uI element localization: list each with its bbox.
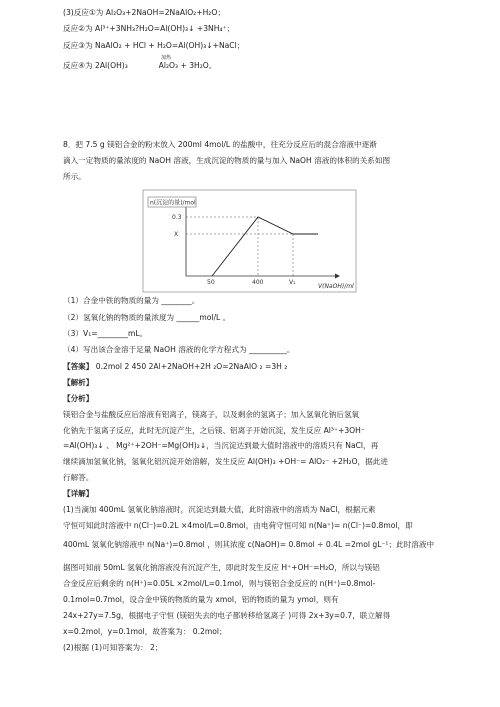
reaction4-reactant: 2Al(OH)₃ [95, 61, 128, 70]
y-axis-label: n(沉淀的量)/mol [150, 199, 196, 207]
x-axis-arrow [335, 274, 340, 279]
precipitate-curve [212, 217, 318, 276]
detail-line5: 合金反应后剩余的 n(H⁺)=0.05L ×2mol/L=0.1mol，则与镁铝合金反应的 n(H⁺)=0.8mol- [63, 579, 376, 588]
detail-line9: (2)根据 (1)可知答案为： 2； [63, 643, 163, 652]
reaction1-equation: Al₂O₃+2NaOH=2NaAlO₂+H₂O； [105, 8, 225, 17]
detail-line4: 据图可知前 50mL 氢氧化钠溶液没有沉淀产生，即此时发生反应 H⁺+OH⁻=H₂O，所以与镁铝 [63, 563, 380, 572]
y-tick-0.3: 0.3 [172, 214, 182, 221]
detail-line8: x=0.2mol，y=0.1mol，故答案为： 0.2mol； [63, 627, 227, 636]
q8-sub3: （3）V₁=________mL。 [63, 329, 148, 338]
x-tick-50: 50 [207, 279, 215, 286]
q8-sub4: （4）写出该合金溶于足量 NaOH 溶液的化学方程式为 __________。 [63, 345, 295, 354]
analysis-line2: 化钠先于氢离子反应，此时无沉淀产生，之后镁、铝离子开始沉淀，发生反应 Al³⁺+3OH⁻ [63, 426, 365, 435]
detail-line1: (1)当滴加 400mL 氢氧化钠溶液时，沉淀达到最大值，此时溶液中的溶质为 NaCl，根据元素 [63, 505, 376, 514]
analysis-line3: =Al(OH)₃↓ 、 Mg²⁺+2OH⁻=Mg(OH)₂↓，当沉淀达到最大值时溶液中的溶质只有 NaCl，再 [63, 441, 379, 450]
q8-sub2: （2）氢氧化钠的物质的量浓度为 ______mol/L 。 [63, 313, 231, 322]
part3-heading: (3)反应①为 [63, 8, 104, 17]
analysis-line4: 继续滴加氢氧化钠，氢氧化铝沉淀开始溶解，发生反应 Al(OH)₃ +OH⁻= AlO₂⁻ +2H₂O，据此进 [63, 457, 388, 466]
x-tick-v1: V₁ [289, 279, 296, 286]
reaction4-label: 反应④为 [63, 61, 93, 70]
reaction2-equation: Al³⁺+3NH₃?H₂O=Al(OH)₃↓ +3NH₄⁺； [95, 24, 235, 33]
y-tick-x: X [174, 231, 179, 238]
q8-stem-line2: 滴入一定物质的量浓度的 NaOH 溶液，生成沉淀的物质的量与加入 NaOH 溶液的体积的关系如图 [63, 156, 391, 165]
detail-line7: 24x+27y=7.5g，根据电子守恒 (镁铝失去的电子都转移给氢离子 )可得 2x+3y=0.7，联立解得 [63, 611, 391, 620]
detail-label: 【详解】 [63, 489, 94, 498]
reaction4-product: Al₂O₃ + 3H₂O。 [158, 61, 217, 70]
q8-sub1: （1）合金中铁的物质的量为 ________。 [63, 296, 200, 305]
q8-stem-line3: 所示。 [63, 172, 86, 181]
detail-line6: 0.1mol=0.7mol，设合金中镁的物质的量为 xmol，铝的物质的量为 ymol，则有 [63, 595, 339, 604]
detail-line2: 守恒可知此时溶液中 n(Cl⁻)=0.2L ×4mol/L=0.8mol，由电荷守恒可知 n(Na⁺)= n(Cl⁻)=0.8mol，即 [63, 521, 413, 530]
analysis-label: 【解析】 [63, 378, 94, 387]
reaction3-equation: NaAlO₂ + HCl + H₂O=Al(OH)₃↓+NaCl； [95, 41, 245, 50]
reaction4-condition: 加热 [161, 55, 172, 61]
answer-line [63, 362, 287, 372]
analysis-line1: 镁铝合金与盐酸反应后溶液有铝离子，镁离子，以及剩余的氢离子；加入氢氧化钠后氢氧 [63, 410, 360, 419]
detail-line3: 400mL 氢氧化钠溶液中 n(Na⁺)=0.8mol ，则其浓度 c(NaOH)= 0.8mol ÷ 0.4L =2mol gL⁻¹；此时溶液中 [63, 540, 435, 549]
x-axis-label: V(NaOH)/ml [318, 283, 354, 290]
analysis-sub-label: 【分析】 [63, 394, 94, 403]
analysis-line5: 行解答。 [63, 473, 94, 482]
answer-text: 0.2mol 2 450 2Al+2NaOH+2H ₂O=2NaAlO ₂ =3H ₂ [95, 362, 288, 371]
answer-label: 【答案】 [63, 362, 94, 371]
q8-stem-line1: 8．把 7.5 g 镁铝合金的粉末放入 200ml 4mol/L 的盐酸中，往充分反应后的混合溶液中逐渐 [63, 140, 377, 149]
reaction3-label: 反应③为 [63, 41, 93, 50]
reaction2-label: 反应②为 [63, 24, 93, 33]
x-tick-400: 400 [252, 279, 264, 286]
